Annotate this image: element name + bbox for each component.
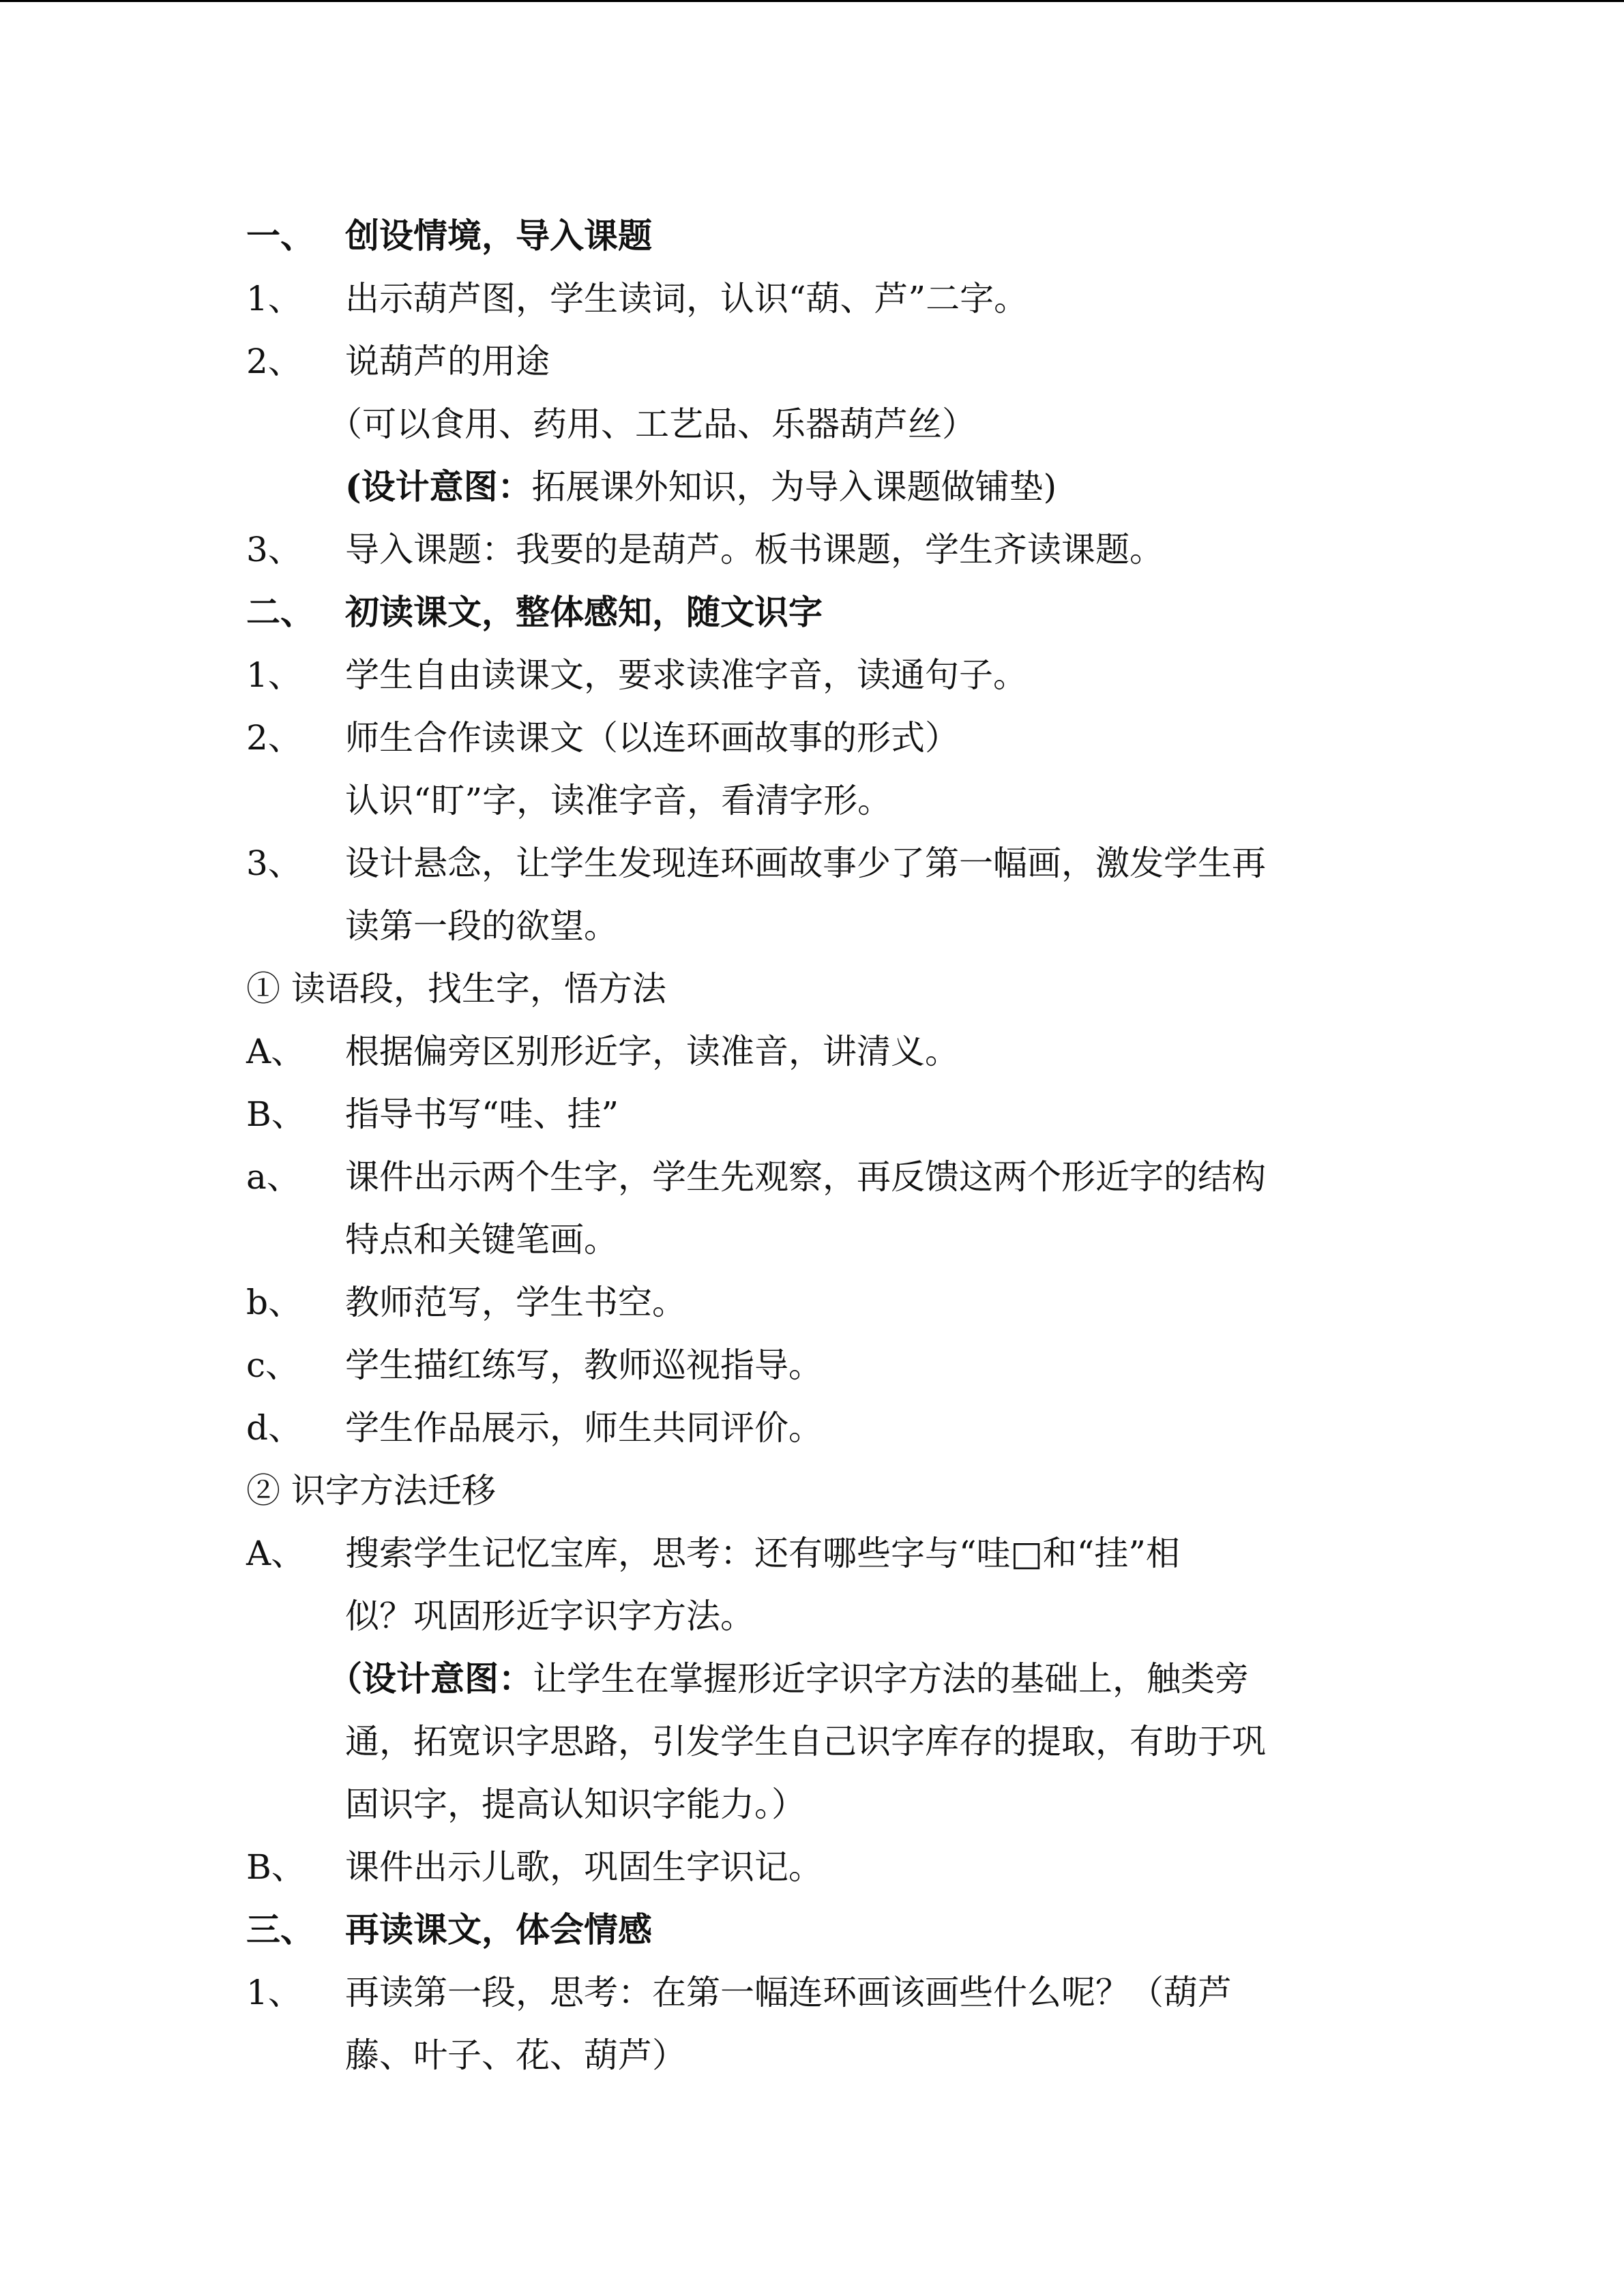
design-intent-text: 固识字，提高认知识字能力。） bbox=[345, 1785, 806, 1824]
item-text: 师生合作读课文（以连环画故事的形式） bbox=[345, 718, 959, 758]
item-number: 3、 bbox=[246, 530, 302, 569]
item-number: d、 bbox=[246, 1408, 303, 1448]
list-item-continuation bbox=[246, 2024, 1378, 2087]
item-text: 课件出示儿歌，巩固生字识记。 bbox=[345, 1847, 823, 1887]
item-text: 再读第一段，思考：在第一幅连环画该画些什么呢？（葫芦 bbox=[345, 1973, 1232, 2012]
item-number: A、 bbox=[246, 1032, 306, 1071]
page-top-border bbox=[0, 0, 1624, 2]
design-intent-label: (设计意图： bbox=[345, 466, 532, 507]
item-text: 教师范写，学生书空。 bbox=[345, 1283, 686, 1322]
list-item bbox=[246, 1397, 1378, 1459]
list-item bbox=[246, 518, 1378, 581]
list-item bbox=[246, 1020, 1378, 1083]
item-number: B、 bbox=[246, 1847, 306, 1887]
item-number: a、 bbox=[246, 1157, 301, 1197]
design-intent-note bbox=[246, 456, 1378, 518]
item-text: 指导书写“哇、挂” bbox=[345, 1094, 619, 1134]
list-item bbox=[246, 1146, 1378, 1208]
item-number: c、 bbox=[246, 1345, 300, 1385]
section-title: 再读课文，体会情感 bbox=[345, 1909, 652, 1950]
item-text: 特点和关键笔画。 bbox=[345, 1220, 618, 1259]
document-body bbox=[246, 205, 1378, 2087]
item-text: 搜索学生记忆宝库，思考：还有哪些字与“哇□和“挂”相 bbox=[345, 1534, 1180, 1573]
item-text: 设计悬念，让学生发现连环画故事少了第一幅画，激发学生再 bbox=[345, 844, 1266, 883]
list-item bbox=[246, 706, 1378, 769]
list-item-continuation bbox=[246, 393, 1378, 456]
section-number: 一、 bbox=[246, 215, 314, 256]
item-number: 2、 bbox=[246, 342, 302, 381]
section-heading bbox=[246, 1898, 1378, 1961]
item-number: b、 bbox=[246, 1283, 303, 1322]
design-intent-label: （设计意图： bbox=[328, 1658, 533, 1699]
section-title: 初读课文，整体感知，随文识字 bbox=[345, 592, 823, 632]
list-item-continuation bbox=[246, 769, 1378, 832]
item-number: 1、 bbox=[246, 655, 302, 695]
subsection-heading bbox=[246, 957, 1378, 1020]
design-intent-text: （设计意图：让学生在掌握形近字识字方法的基础上，触类旁 bbox=[328, 1658, 1249, 1699]
list-item bbox=[246, 330, 1378, 393]
item-text: 说葫芦的用途 bbox=[345, 342, 550, 381]
item-text: 学生自由读课文，要求读准字音，读通句子。 bbox=[345, 655, 1027, 695]
list-item bbox=[246, 1836, 1378, 1898]
design-intent-text: 通，拓宽识字思路，引发学生自己识字库存的提取，有助于巩 bbox=[345, 1722, 1266, 1761]
item-text: 藤、叶子、花、葫芦） bbox=[345, 2036, 686, 2075]
list-item bbox=[246, 644, 1378, 706]
item-text: 根据偏旁区别形近字，读准音，讲清义。 bbox=[345, 1032, 959, 1071]
item-number: 3、 bbox=[246, 844, 302, 883]
list-item bbox=[246, 1334, 1378, 1397]
list-item bbox=[246, 1271, 1378, 1334]
list-item bbox=[246, 832, 1378, 895]
list-item bbox=[246, 1083, 1378, 1146]
item-number: 1、 bbox=[246, 1973, 302, 2012]
subsection-title: ① 读语段，找生字，悟方法 bbox=[246, 969, 666, 1009]
list-item bbox=[246, 1522, 1378, 1585]
list-item bbox=[246, 267, 1378, 330]
item-text: 认识“盯”字，读准字音，看清字形。 bbox=[345, 781, 892, 820]
item-text: 读第一段的欲望。 bbox=[345, 906, 618, 946]
item-text: 似？巩固形近字识字方法。 bbox=[345, 1596, 754, 1636]
design-intent-text: (设计意图：拓展课外知识，为导入课题做铺垫) bbox=[345, 466, 1057, 507]
list-item bbox=[246, 1961, 1378, 2024]
section-number: 二、 bbox=[246, 592, 314, 632]
item-number: B、 bbox=[246, 1094, 306, 1134]
item-text: 导入课题：我要的是葫芦。板书课题，学生齐读课题。 bbox=[345, 530, 1164, 569]
item-number: A、 bbox=[246, 1534, 306, 1573]
section-number: 三、 bbox=[246, 1909, 314, 1950]
item-number: 1、 bbox=[246, 279, 302, 318]
list-item-continuation bbox=[246, 1585, 1378, 1648]
item-text: （可以食用、药用、工艺品、乐器葫芦丝） bbox=[328, 404, 976, 444]
section-title: 创设情境，导入课题 bbox=[345, 215, 652, 256]
item-text: 学生作品展示，师生共同评价。 bbox=[345, 1408, 823, 1448]
design-intent-continuation bbox=[246, 1710, 1378, 1773]
item-text: 课件出示两个生字，学生先观察，再反馈这两个形近字的结构 bbox=[345, 1157, 1266, 1197]
design-intent-note bbox=[246, 1648, 1378, 1710]
list-item-continuation bbox=[246, 895, 1378, 957]
list-item-continuation bbox=[246, 1208, 1378, 1271]
item-text: 学生描红练写，教师巡视指导。 bbox=[345, 1345, 823, 1385]
design-intent-continuation bbox=[246, 1773, 1378, 1836]
item-number: 2、 bbox=[246, 718, 302, 758]
item-text: 出示葫芦图，学生读词，认识“葫、芦”二字。 bbox=[345, 279, 1029, 318]
section-heading bbox=[246, 205, 1378, 267]
subsection-title: ② 识字方法迁移 bbox=[246, 1471, 496, 1510]
subsection-heading bbox=[246, 1459, 1378, 1522]
section-heading bbox=[246, 581, 1378, 644]
